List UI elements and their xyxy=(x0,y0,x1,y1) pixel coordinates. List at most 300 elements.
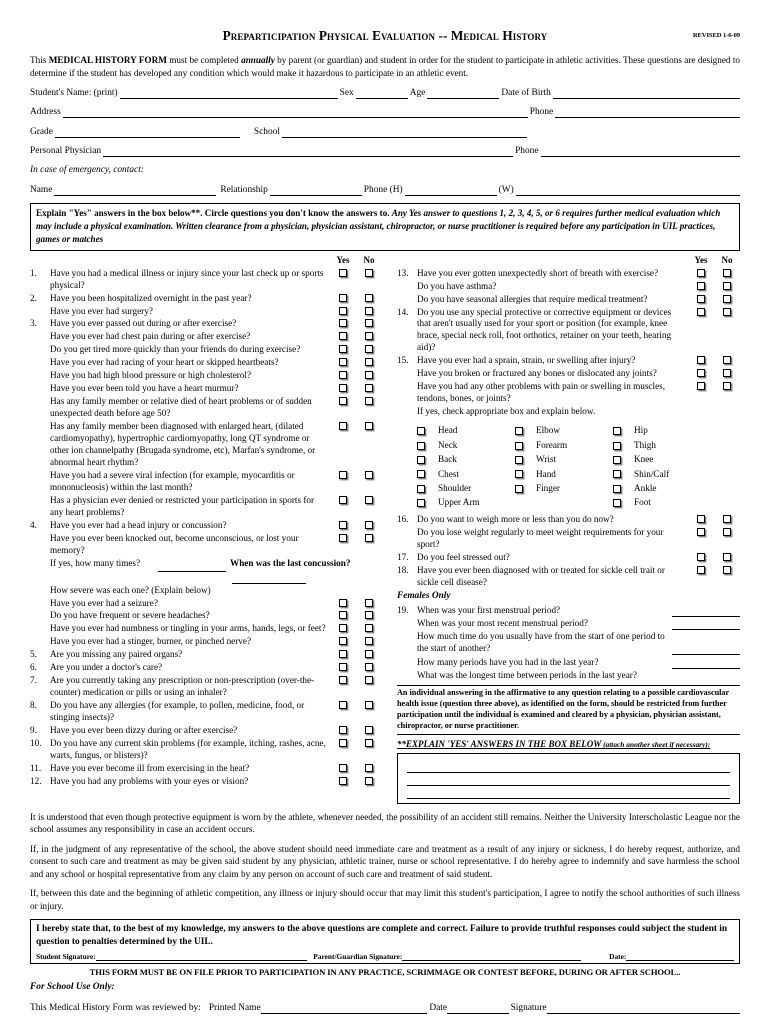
body-part-checkbox[interactable] xyxy=(417,499,425,507)
checkbox-slot xyxy=(688,308,714,316)
left-yes-label: Yes xyxy=(336,254,350,265)
concussion-last-input[interactable] xyxy=(232,583,306,584)
no-checkbox[interactable] xyxy=(365,371,373,379)
phone-input[interactable] xyxy=(555,108,740,118)
body-part-checkbox[interactable] xyxy=(515,470,523,478)
yes-checkbox[interactable] xyxy=(697,515,705,523)
body-part-spacer xyxy=(515,496,613,510)
cardiovascular-note: An individual answering in the affirmative to any question relating to a possible cardiovascular health issue (question three above), as identified on the form, should be restricted from further participation until the individual is examined and cleared by a physician, physician assistant, chiropractor, or nurse practitioner. xyxy=(397,685,740,735)
no-checkbox[interactable] xyxy=(723,295,731,303)
checkbox-slot xyxy=(330,599,356,607)
question-answer-boxes xyxy=(330,421,382,430)
body-part-item[interactable] xyxy=(515,453,613,467)
question-text: Has any family member been diagnosed with enlarged heart, (dilated cardiomyopathy), hypertrophic cardiomyopathy, long QT syndrome or other ion channelpathy (Brugada syndrome, etc), Marfan's syndrome, or abnormal heart rhythm? xyxy=(50,421,316,467)
body-part-checkbox[interactable] xyxy=(613,427,621,435)
parent-signature-label: Parent/Guardian Signature: xyxy=(313,952,403,961)
no-checkbox[interactable] xyxy=(365,777,373,785)
question-answer-boxes xyxy=(330,383,382,392)
school-input[interactable] xyxy=(282,128,527,138)
body-part-item[interactable] xyxy=(417,467,515,481)
concussion-subquestion-row xyxy=(30,558,382,584)
yes-checkbox[interactable] xyxy=(697,295,705,303)
no-checkbox[interactable] xyxy=(723,382,731,390)
body-part-item[interactable] xyxy=(613,424,711,438)
no-checkbox[interactable] xyxy=(365,739,373,747)
question-row xyxy=(30,636,382,648)
yes-checkbox[interactable] xyxy=(697,566,705,574)
parent-signature-input[interactable] xyxy=(402,952,581,961)
question-answer-boxes xyxy=(688,527,740,536)
body-part-label: Forearm xyxy=(536,439,568,450)
question-text: How severe was each one? (Explain below) xyxy=(50,584,211,595)
question-text: Have you ever passed out during or after exercise? xyxy=(50,318,237,329)
females-answer-input[interactable] xyxy=(672,621,740,630)
no-checkbox[interactable] xyxy=(365,294,373,302)
yes-checkbox[interactable] xyxy=(339,637,347,645)
body-part-item[interactable] xyxy=(515,482,613,496)
question-answer-boxes xyxy=(688,565,740,574)
concussion-count-input[interactable] xyxy=(158,571,226,572)
checkbox-slot xyxy=(330,319,356,327)
yes-checkbox[interactable] xyxy=(697,553,705,561)
body-part-label: Foot xyxy=(634,497,651,508)
emergency-name-input[interactable] xyxy=(54,186,216,196)
question-number: 12. xyxy=(30,775,42,786)
yes-checkbox[interactable] xyxy=(339,701,347,709)
explain-yes-answer-box[interactable] xyxy=(397,753,740,804)
body-part-item[interactable] xyxy=(417,496,515,510)
checkbox-slot xyxy=(688,553,714,561)
body-part-item[interactable] xyxy=(515,467,613,481)
checkbox-slot xyxy=(330,358,356,366)
signature-row xyxy=(36,952,734,961)
body-part-checkbox[interactable] xyxy=(613,499,621,507)
yes-checkbox[interactable] xyxy=(339,650,347,658)
question-answer-boxes xyxy=(330,738,382,747)
question-answer-boxes xyxy=(330,636,382,645)
body-part-item[interactable] xyxy=(417,424,515,438)
question-answer-boxes xyxy=(330,470,382,479)
females-question-row xyxy=(397,605,740,617)
explain-yes-heading xyxy=(397,739,740,751)
checkbox-slot xyxy=(356,599,382,607)
checkbox-slot xyxy=(330,269,356,277)
checkbox-slot xyxy=(330,496,356,504)
checkbox-slot xyxy=(688,282,714,290)
sex-input[interactable] xyxy=(356,89,408,99)
age-input[interactable] xyxy=(427,89,499,99)
yes-checkbox[interactable] xyxy=(339,599,347,607)
grade-input[interactable] xyxy=(55,128,240,138)
females-question-row xyxy=(397,618,740,630)
body-part-item[interactable] xyxy=(417,439,515,453)
no-checkbox[interactable] xyxy=(723,308,731,316)
no-checkbox[interactable] xyxy=(365,384,373,392)
yes-checkbox[interactable] xyxy=(339,521,347,529)
body-part-item[interactable] xyxy=(613,453,711,467)
student-name-row xyxy=(30,87,740,99)
checkbox-slot xyxy=(356,701,382,709)
no-checkbox[interactable] xyxy=(365,611,373,619)
no-checkbox[interactable] xyxy=(365,676,373,684)
question-row xyxy=(30,675,382,699)
question-text: Do you lose weight regularly to meet weight requirements for your sport? xyxy=(417,527,664,550)
yes-checkbox[interactable] xyxy=(339,534,347,542)
yes-checkbox[interactable] xyxy=(339,319,347,327)
questions-columns xyxy=(30,255,740,804)
yes-checkbox[interactable] xyxy=(697,382,705,390)
question-answer-boxes xyxy=(688,294,740,303)
yes-checkbox[interactable] xyxy=(339,676,347,684)
body-part-checkbox[interactable] xyxy=(417,485,425,493)
review-signature-input[interactable] xyxy=(547,1004,741,1014)
checkbox-slot xyxy=(714,308,740,316)
no-checkbox[interactable] xyxy=(723,282,731,290)
checkbox-slot xyxy=(330,637,356,645)
yes-checkbox[interactable] xyxy=(339,422,347,430)
left-no-label: No xyxy=(363,254,375,265)
explain-yes-line-3[interactable] xyxy=(407,786,730,799)
yes-checkbox[interactable] xyxy=(339,496,347,504)
question-text: Have you had high blood pressure or high cholesterol? xyxy=(50,370,252,381)
yes-checkbox[interactable] xyxy=(697,356,705,364)
question-number: 1. xyxy=(30,267,37,278)
relationship-input[interactable] xyxy=(270,186,362,196)
question-number: 2. xyxy=(30,292,37,303)
checkbox-slot xyxy=(714,282,740,290)
checkbox-slot xyxy=(330,777,356,785)
must-be-on-file-notice: THIS FORM MUST BE ON FILE PRIOR TO PARTICIPATION IN ANY PRACTICE, SCRIMMAGE OR CONTEST BEFORE, DURING OR AFTER SCHOOL.. xyxy=(89,967,681,978)
question-text: If yes, check appropriate box and explain below. xyxy=(417,406,596,417)
question-number: 4. xyxy=(30,519,37,530)
question-text: Have you ever had numbness or tingling in your arms, hands, legs, or feet? xyxy=(50,623,326,634)
no-checkbox[interactable] xyxy=(365,307,373,315)
yes-checkbox[interactable] xyxy=(697,369,705,377)
question-answer-boxes xyxy=(688,355,740,364)
question-answer-boxes xyxy=(330,495,382,504)
yes-checkbox[interactable] xyxy=(339,371,347,379)
explain-instructions-plain: Explain "Yes" answers in the box below**. Circle questions you don't know the answers to. xyxy=(36,207,392,218)
question-text: Are you under a doctor's care? xyxy=(50,662,163,673)
explain-yes-line-1[interactable] xyxy=(407,760,730,773)
no-checkbox[interactable] xyxy=(723,356,731,364)
question-text: Have you ever become ill from exercising in the heat? xyxy=(50,762,250,773)
no-checkbox[interactable] xyxy=(365,637,373,645)
no-checkbox[interactable] xyxy=(365,397,373,405)
body-part-checkbox[interactable] xyxy=(613,470,621,478)
no-checkbox[interactable] xyxy=(365,269,373,277)
question-row xyxy=(397,381,740,405)
checkbox-slot xyxy=(330,294,356,302)
body-part-label: Finger xyxy=(536,482,560,493)
body-part-checkbox[interactable] xyxy=(515,456,523,464)
body-part-label: Neck xyxy=(438,439,458,450)
body-parts-column-1 xyxy=(417,424,515,510)
no-checkbox[interactable] xyxy=(365,319,373,327)
yes-checkbox[interactable] xyxy=(339,624,347,632)
age-label: Age xyxy=(409,87,426,98)
question-answer-boxes xyxy=(688,514,740,523)
question-row xyxy=(397,281,740,293)
body-part-item[interactable] xyxy=(515,439,613,453)
question-number: 5. xyxy=(30,649,37,660)
phone-w-input[interactable] xyxy=(516,186,740,196)
yes-checkbox[interactable] xyxy=(339,764,347,772)
checkbox-slot xyxy=(356,777,382,785)
body-part-item[interactable] xyxy=(613,482,711,496)
no-checkbox[interactable] xyxy=(365,764,373,772)
question-row xyxy=(30,306,382,318)
females-answer-input[interactable] xyxy=(672,660,740,669)
body-part-checkbox[interactable] xyxy=(417,470,425,478)
no-checkbox[interactable] xyxy=(365,534,373,542)
question-answer-boxes xyxy=(688,307,740,316)
question-text: Has a physician ever denied or restricted your participation in sports for any heart problems? xyxy=(50,494,315,517)
checkbox-slot xyxy=(688,269,714,277)
question-text: Have you ever been diagnosed with or treated for sickle cell trait or sickle cell disease? xyxy=(417,565,665,588)
phone-h-input[interactable] xyxy=(405,186,497,196)
question-row xyxy=(30,725,382,737)
question-answer-boxes xyxy=(330,763,382,772)
question-number: 9. xyxy=(30,725,37,736)
intro-form-name: MEDICAL HISTORY FORM xyxy=(48,54,167,65)
no-checkbox[interactable] xyxy=(365,358,373,366)
question-row xyxy=(30,370,382,382)
checkbox-slot xyxy=(356,764,382,772)
physician-input[interactable] xyxy=(103,147,513,157)
no-checkbox[interactable] xyxy=(365,726,373,734)
student-signature-input[interactable] xyxy=(96,952,308,961)
checkbox-slot xyxy=(714,528,740,536)
body-part-checkbox[interactable] xyxy=(515,442,523,450)
no-checkbox[interactable] xyxy=(365,332,373,340)
question-text: Have you ever gotten unexpectedly short of breath with exercise? xyxy=(417,267,659,278)
body-part-checkbox[interactable] xyxy=(417,427,425,435)
no-checkbox[interactable] xyxy=(723,269,731,277)
yes-checkbox[interactable] xyxy=(697,528,705,536)
question-row xyxy=(30,344,382,356)
body-part-label: Knee xyxy=(634,454,654,465)
signature-date-input[interactable] xyxy=(626,952,734,961)
intro-part-1: This xyxy=(30,54,49,65)
body-part-checkbox[interactable] xyxy=(515,485,523,493)
question-number: 13. xyxy=(397,267,409,278)
body-part-label: Ankle xyxy=(634,482,657,493)
question-answer-boxes xyxy=(330,776,382,785)
question-answer-boxes xyxy=(330,268,382,277)
yes-checkbox[interactable] xyxy=(339,332,347,340)
revised-date: REVISED 1-6-09 xyxy=(692,32,740,39)
question-answer-boxes xyxy=(330,725,382,734)
page-title: Preparticipation Physical Evaluation -- Medical History xyxy=(222,28,548,43)
body-part-checkbox[interactable] xyxy=(515,427,523,435)
checkbox-slot xyxy=(356,650,382,658)
body-part-item[interactable] xyxy=(613,467,711,481)
females-only-heading: Females Only xyxy=(397,591,451,602)
yes-checkbox[interactable] xyxy=(339,726,347,734)
question-text: Have you ever had a stinger, burner, or pinched nerve? xyxy=(50,636,252,647)
checkbox-slot xyxy=(714,515,740,523)
question-answer-boxes xyxy=(688,552,740,561)
checkbox-slot xyxy=(330,650,356,658)
left-yesno-header xyxy=(30,255,382,267)
left-questions-group-2 xyxy=(30,585,382,788)
no-checkbox[interactable] xyxy=(365,624,373,632)
checkbox-slot xyxy=(356,269,382,277)
question-row xyxy=(30,421,382,469)
body-part-label: Elbow xyxy=(536,425,560,436)
review-date-input[interactable] xyxy=(447,1004,509,1014)
body-part-item[interactable] xyxy=(417,482,515,496)
no-checkbox[interactable] xyxy=(365,663,373,671)
yes-checkbox[interactable] xyxy=(339,397,347,405)
right-no-label: No xyxy=(721,254,733,265)
hereby-statement-text: I hereby state that, to the best of my knowledge, my answers to the above questions are complete and correct. Failure to provide truthful responses could subject the student in question to penalties determined by the UIL. xyxy=(36,924,728,948)
no-checkbox[interactable] xyxy=(723,515,731,523)
question-answer-boxes xyxy=(688,381,740,390)
footer-paragraph-3: If, between this date and the beginning of athletic competition, any illness or injury should occur that may limit this student's participation, I agree to notify the school authorities of such illness or injury. xyxy=(30,888,740,911)
yes-checkbox[interactable] xyxy=(339,294,347,302)
yes-checkbox[interactable] xyxy=(697,282,705,290)
question-text: Do you have asthma? xyxy=(417,280,497,291)
school-label: School xyxy=(253,126,280,137)
no-checkbox[interactable] xyxy=(723,369,731,377)
body-part-checkbox[interactable] xyxy=(417,442,425,450)
question-row xyxy=(30,738,382,762)
no-checkbox[interactable] xyxy=(365,521,373,529)
address-input[interactable] xyxy=(63,108,528,118)
checkbox-slot xyxy=(688,356,714,364)
body-part-checkbox[interactable] xyxy=(417,456,425,464)
body-part-checkbox[interactable] xyxy=(613,442,621,450)
checkbox-slot xyxy=(356,384,382,392)
no-checkbox[interactable] xyxy=(365,345,373,353)
question-answer-boxes xyxy=(330,598,382,607)
concussion-last-label: When was the last concussion? xyxy=(230,557,351,568)
question-number: 3. xyxy=(30,318,37,329)
females-answer-input[interactable] xyxy=(672,608,740,617)
question-text: Have you ever had a head injury or concussion? xyxy=(50,519,227,530)
question-text: What was the longest time between periods in the last year? xyxy=(417,670,637,681)
body-part-item[interactable] xyxy=(613,496,711,510)
right-yes-label: Yes xyxy=(694,254,708,265)
school-use-only-heading: For School Use Only: xyxy=(30,982,115,993)
checkbox-slot xyxy=(330,739,356,747)
phone-h-label: Phone (H) xyxy=(363,184,403,195)
no-checkbox[interactable] xyxy=(365,650,373,658)
yes-checkbox[interactable] xyxy=(339,384,347,392)
checkbox-slot xyxy=(356,534,382,542)
explain-yes-line-2[interactable] xyxy=(407,773,730,786)
checkbox-slot xyxy=(330,663,356,671)
yes-checkbox[interactable] xyxy=(697,308,705,316)
yes-checkbox[interactable] xyxy=(697,269,705,277)
no-checkbox[interactable] xyxy=(365,496,373,504)
body-part-label: Head xyxy=(438,425,458,436)
yes-checkbox[interactable] xyxy=(339,345,347,353)
checkbox-slot xyxy=(356,586,382,594)
question-row xyxy=(397,552,740,564)
checkbox-slot xyxy=(330,624,356,632)
no-checkbox[interactable] xyxy=(723,553,731,561)
checkbox-slot xyxy=(330,586,356,594)
checkbox-slot xyxy=(714,356,740,364)
question-row xyxy=(30,396,382,420)
no-checkbox[interactable] xyxy=(723,566,731,574)
no-checkbox[interactable] xyxy=(365,471,373,479)
no-checkbox[interactable] xyxy=(365,422,373,430)
body-part-checkbox[interactable] xyxy=(613,456,621,464)
yes-checkbox[interactable] xyxy=(339,358,347,366)
review-signature-label: Signature xyxy=(510,1002,547,1013)
question-text: How many periods have you had in the last year? xyxy=(417,656,599,667)
printed-name-input[interactable] xyxy=(261,1004,428,1014)
yes-checkbox[interactable] xyxy=(339,611,347,619)
question-text: Do you use any special protective or corrective equipment or devices that aren't usually used for your sport or position (for example, knee brace, special neck roll, foot orthotics, retainer on your teeth, hearing aid)? xyxy=(417,306,672,353)
footer-paragraph-2: If, in the judgment of any representative of the school, the above student should need immediate care and treatment as a result of any injury or sickness, I do hereby request, authorize, and consent to such care and treatment as may be given said student by any physician, athletic trainer, nurse or school representative. I do hereby agree to indemnify and save harmless the school and any school or hospital representative from any claim by any person on account of such care and treatment of said student. xyxy=(30,843,740,879)
question-answer-boxes xyxy=(330,623,382,632)
physician-phone-input[interactable] xyxy=(541,147,740,157)
question-text: Have you ever had chest pain during or after exercise? xyxy=(50,331,251,342)
yes-checkbox[interactable] xyxy=(339,471,347,479)
yes-checkbox[interactable] xyxy=(339,777,347,785)
yes-checkbox[interactable] xyxy=(339,307,347,315)
question-row xyxy=(397,355,740,367)
question-number: 14. xyxy=(397,306,409,317)
student-name-input[interactable] xyxy=(120,89,338,99)
question-answer-boxes xyxy=(688,268,740,277)
emergency-contact-label: In case of emergency, contact: xyxy=(30,165,144,176)
dob-label: Date of Birth xyxy=(501,87,551,98)
student-signature-label: Student Signature: xyxy=(36,952,96,961)
explain-instructions-box xyxy=(30,203,740,251)
body-parts-grid xyxy=(397,424,740,510)
body-part-item[interactable] xyxy=(613,439,711,453)
phone-label: Phone xyxy=(529,107,554,118)
no-checkbox[interactable] xyxy=(365,701,373,709)
females-answer-input[interactable] xyxy=(672,646,740,655)
yes-checkbox[interactable] xyxy=(339,739,347,747)
grade-label: Grade xyxy=(30,126,53,137)
body-part-checkbox[interactable] xyxy=(613,485,621,493)
grade-row xyxy=(30,126,740,138)
left-question-column xyxy=(30,255,382,804)
females-question-row xyxy=(397,631,740,655)
dob-input[interactable] xyxy=(553,89,740,99)
question-row xyxy=(30,585,382,597)
question-text: Have you ever been dizzy during or after exercise? xyxy=(50,725,238,736)
body-part-item[interactable] xyxy=(417,453,515,467)
yes-checkbox[interactable] xyxy=(339,269,347,277)
females-answer-input xyxy=(672,673,740,682)
yes-checkbox[interactable] xyxy=(339,663,347,671)
checkbox-slot xyxy=(330,471,356,479)
checkbox-slot xyxy=(356,624,382,632)
review-row xyxy=(30,1002,740,1014)
body-part-item[interactable] xyxy=(515,424,613,438)
question-answer-boxes xyxy=(330,585,382,594)
no-checkbox[interactable] xyxy=(723,528,731,536)
question-answer-boxes xyxy=(330,370,382,379)
no-checkbox[interactable] xyxy=(365,599,373,607)
question-row xyxy=(397,527,740,551)
question-answer-boxes xyxy=(330,700,382,709)
question-text: Have you ever been knocked out, become unconscious, or lost your memory? xyxy=(50,532,299,555)
checkbox-slot xyxy=(356,294,382,302)
question-row xyxy=(30,533,382,557)
physician-label: Personal Physician xyxy=(30,146,102,157)
checkbox-slot xyxy=(356,611,382,619)
